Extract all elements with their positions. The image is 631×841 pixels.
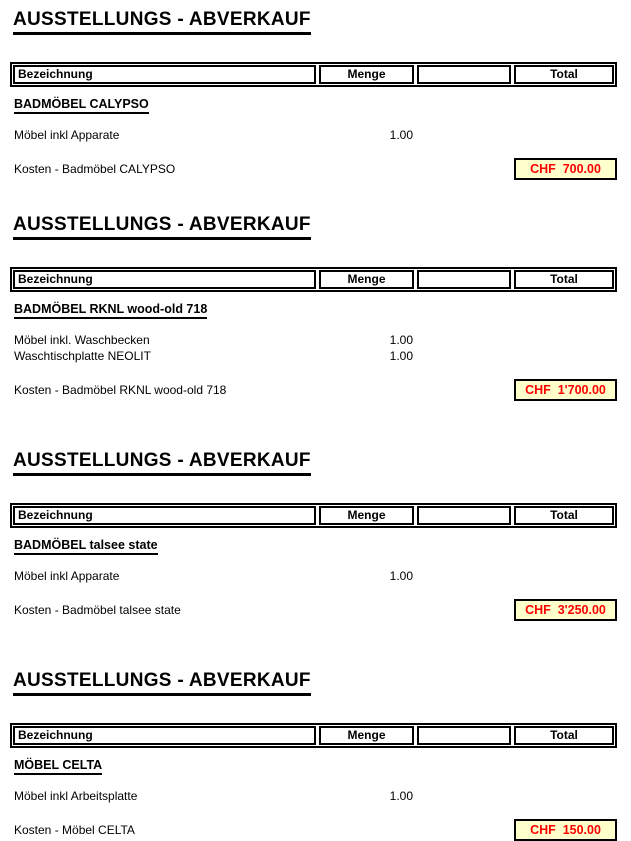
total-badge: CHF 1'700.00 [514,379,617,401]
section-title: AUSSTELLUNGS - ABVERKAUF [13,670,311,696]
total-badge: CHF 3'250.00 [514,599,617,621]
table-header-row [10,267,617,292]
item-quantity: 1.00 [389,789,413,803]
group-title-wrap [10,536,617,555]
section-badmoebel-calypso [10,9,617,180]
total-badge: CHF 700.00 [514,158,617,180]
header-cell-bezeichnung: Bezeichnung [13,506,316,525]
group-title: BADMÖBEL talsee state [14,538,158,555]
header-cell-bezeichnung: Bezeichnung [13,270,316,289]
section-badmoebel-rknl [10,214,617,401]
item-list [10,332,617,364]
header-cell-bezeichnung: Bezeichnung [13,726,316,745]
total-label: Kosten - Badmöbel RKNL wood-old 718 [14,383,227,397]
header-cell-menge: Menge [319,506,414,525]
group-title-wrap [10,95,617,114]
group-title-wrap [10,300,617,319]
item-quantity: 1.00 [389,333,413,347]
section-title: AUSSTELLUNGS - ABVERKAUF [13,450,311,476]
header-cell-total: Total [514,65,614,84]
group-title: BADMÖBEL CALYPSO [14,97,149,114]
total-label: Kosten - Badmöbel talsee state [14,603,181,617]
header-cell-total: Total [514,506,614,525]
item-quantity: 1.00 [389,569,413,583]
header-cell-total: Total [514,726,614,745]
section-title-wrap [10,214,617,240]
group-title: BADMÖBEL RKNL wood-old 718 [14,302,207,319]
total-row [10,158,617,180]
table-header-row [10,723,617,748]
header-cell-blank [417,270,511,289]
group-title: MÖBEL CELTA [14,758,102,775]
section-title-wrap [10,9,617,35]
item-label: Möbel inkl. Waschbecken [14,333,150,347]
item-list [10,568,617,584]
item-list [10,127,617,143]
item-row [10,348,617,364]
header-cell-menge: Menge [319,65,414,84]
total-badge: CHF 150.00 [514,819,617,841]
item-label: Möbel inkl Arbeitsplatte [14,789,138,803]
item-row [10,127,617,143]
section-title-wrap [10,670,617,696]
item-label: Waschtischplatte NEOLIT [14,349,151,363]
section-badmoebel-talsee [10,450,617,621]
item-quantity: 1.00 [389,349,413,363]
section-title-wrap [10,450,617,476]
total-row [10,819,617,841]
total-row [10,599,617,621]
header-cell-blank [417,726,511,745]
table-header-row [10,62,617,87]
item-row [10,332,617,348]
header-cell-total: Total [514,270,614,289]
item-list [10,788,617,804]
section-title: AUSSTELLUNGS - ABVERKAUF [13,9,311,35]
item-label: Möbel inkl Apparate [14,569,120,583]
total-row [10,379,617,401]
total-label: Kosten - Badmöbel CALYPSO [14,162,176,176]
total-label: Kosten - Möbel CELTA [14,823,135,837]
header-cell-bezeichnung: Bezeichnung [13,65,316,84]
item-label: Möbel inkl Apparate [14,128,120,142]
item-row [10,568,617,584]
header-cell-blank [417,506,511,525]
section-title: AUSSTELLUNGS - ABVERKAUF [13,214,311,240]
item-row [10,788,617,804]
header-cell-menge: Menge [319,726,414,745]
item-quantity: 1.00 [389,128,413,142]
header-cell-menge: Menge [319,270,414,289]
table-header-row [10,503,617,528]
header-cell-blank [417,65,511,84]
group-title-wrap [10,756,617,775]
section-moebel-celta [10,670,617,841]
